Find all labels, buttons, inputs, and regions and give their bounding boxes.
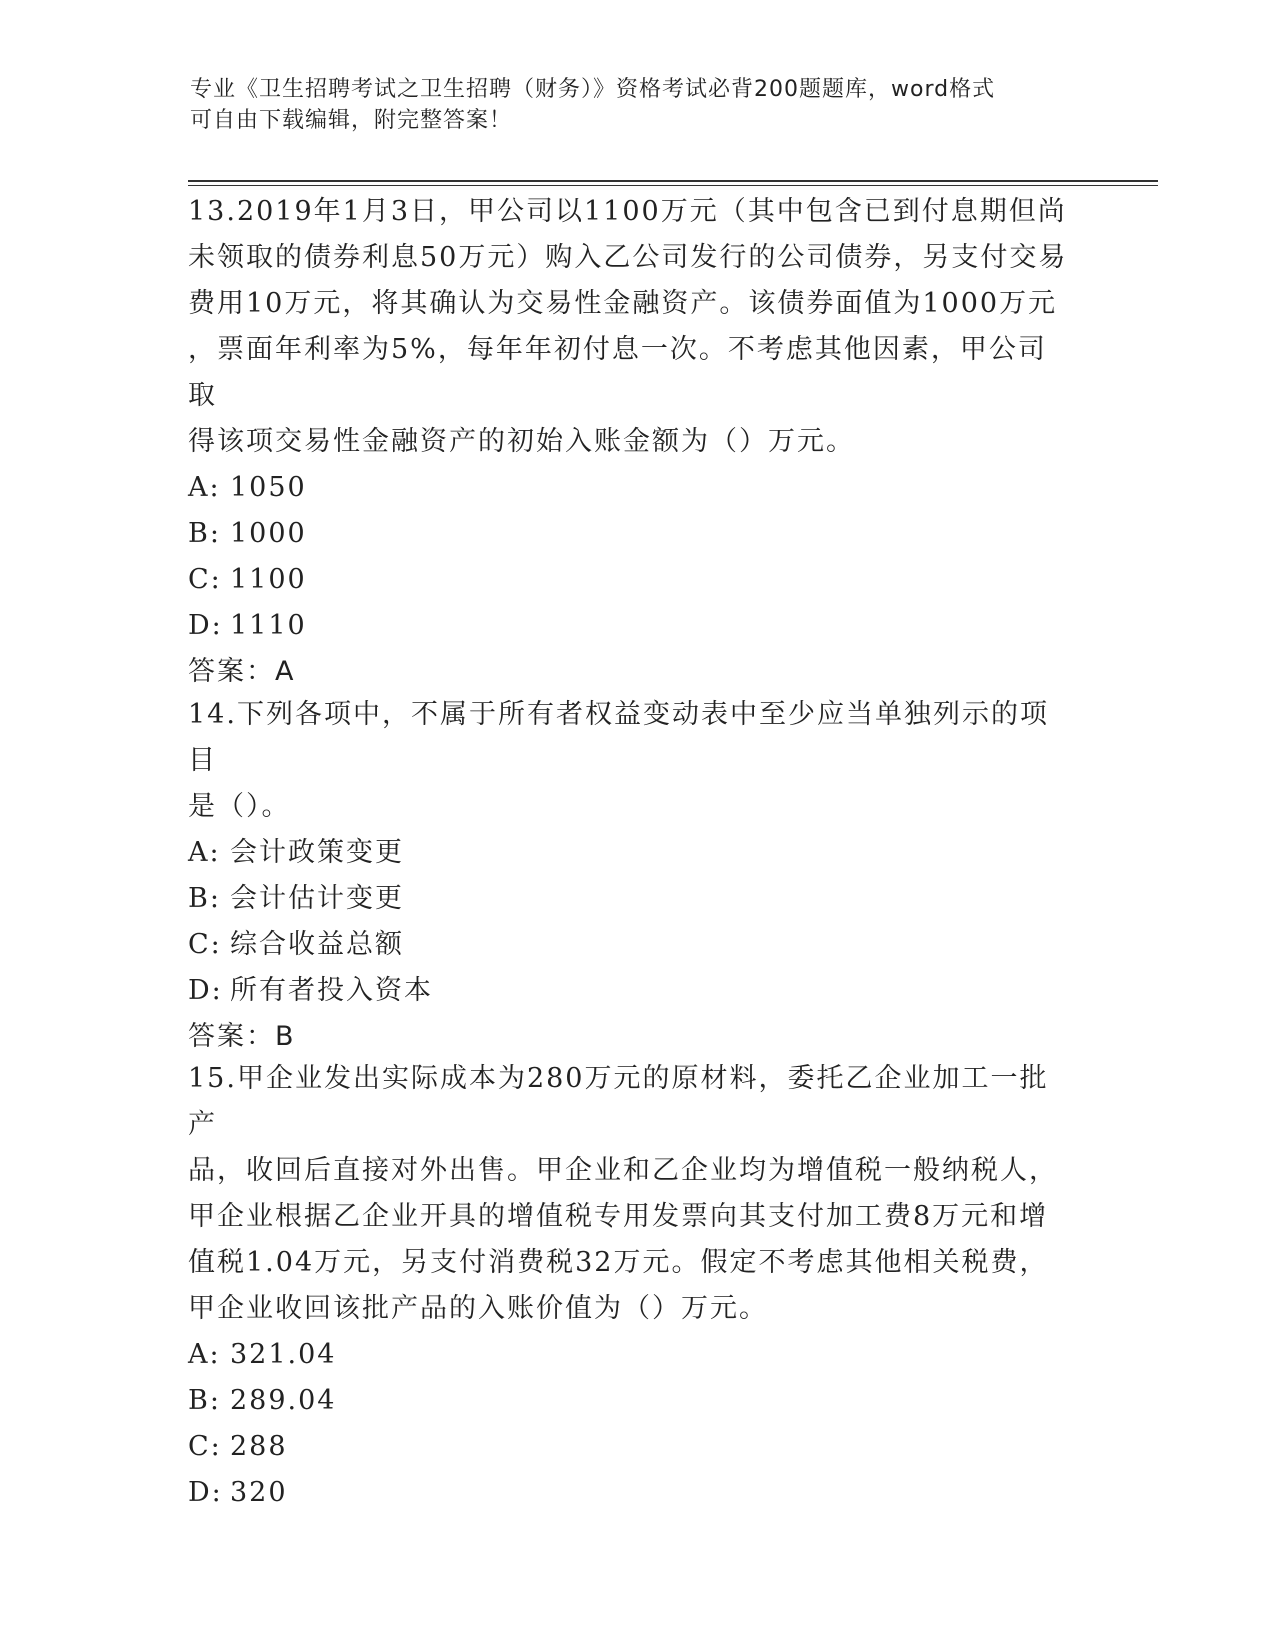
option-c <box>188 922 1068 968</box>
option-label: D: <box>188 975 223 1006</box>
option-label: C: <box>188 929 222 960</box>
question-text-line: 费用10万元，将其确认为交易性金融资产。该债券面值为1000万元 <box>188 288 1058 319</box>
option-c <box>188 1424 1068 1470</box>
option-b <box>188 876 1068 922</box>
question-text-line: 14.下列各项中，不属于所有者权益变动表中至少应当单独列示的项目 <box>188 699 1049 776</box>
question-text-line: ，票面年利率为5%，每年年初付息一次。不考虑其他因素，甲公司取 <box>188 334 1047 411</box>
option-label: C: <box>188 564 222 595</box>
option-text: 1000 <box>230 518 307 549</box>
question-text-line: 13.2019年1月3日，甲公司以1100万元（其中包含已到付息期但尚 <box>188 196 1067 227</box>
option-text: 1050 <box>230 472 307 503</box>
option-b <box>188 1378 1068 1424</box>
option-text: 320 <box>230 1477 288 1508</box>
question-text-line: 甲企业收回该批产品的入账价值为（）万元。 <box>188 1293 768 1324</box>
answer-line <box>188 1014 1068 1060</box>
option-label: C: <box>188 1431 222 1462</box>
header-divider-thick <box>188 180 1158 182</box>
document-header <box>190 74 1070 136</box>
option-b <box>188 511 1068 557</box>
option-text: 1100 <box>230 564 307 595</box>
question-text-line: 值税1.04万元，另支付消费税32万元。假定不考虑其他相关税费， <box>188 1247 1049 1278</box>
option-text: 288 <box>230 1431 288 1462</box>
question-text-line: 得该项交易性金融资产的初始入账金额为（）万元。 <box>188 426 855 457</box>
option-a <box>188 465 1068 511</box>
option-text: 会计政策变更 <box>230 837 404 868</box>
answer-prefix: 答案： <box>188 1021 275 1052</box>
option-label: B: <box>188 1385 221 1416</box>
header-line-2: 可自由下载编辑，附完整答案！ <box>190 108 513 133</box>
header-line-1: 专业《卫生招聘考试之卫生招聘（财务）》资格考试必背200题题库，word格式 <box>190 77 996 102</box>
answer-value: A <box>275 656 296 687</box>
option-label: D: <box>188 610 223 641</box>
option-label: A: <box>188 837 221 868</box>
option-a <box>188 1332 1068 1378</box>
question-text-line: 甲企业根据乙企业开具的增值税专用发票向其支付加工费8万元和增 <box>188 1201 1049 1232</box>
question-text-line: 是（）。 <box>188 791 291 822</box>
option-label: D: <box>188 1477 223 1508</box>
question-15 <box>188 1056 1068 1516</box>
option-text: 所有者投入资本 <box>230 975 433 1006</box>
question-14 <box>188 692 1068 1060</box>
question-text-line: 未领取的债券利息50万元）购入乙公司发行的公司债券，另支付交易 <box>188 242 1068 273</box>
option-label: A: <box>188 1339 221 1370</box>
option-d <box>188 603 1068 649</box>
option-text: 综合收益总额 <box>230 929 404 960</box>
option-d <box>188 968 1068 1014</box>
option-label: B: <box>188 518 221 549</box>
header-divider-thin <box>188 185 1158 186</box>
option-d <box>188 1470 1068 1516</box>
answer-value: B <box>275 1021 296 1052</box>
option-label: B: <box>188 883 221 914</box>
option-c <box>188 557 1068 603</box>
answer-prefix: 答案： <box>188 656 275 687</box>
option-label: A: <box>188 472 221 503</box>
option-text: 321.04 <box>230 1339 337 1370</box>
question-13 <box>188 189 1068 695</box>
question-text-line: 品，收回后直接对外出售。甲企业和乙企业均为增值税一般纳税人， <box>188 1155 1058 1186</box>
answer-line <box>188 649 1068 695</box>
option-text: 289.04 <box>230 1385 337 1416</box>
option-a <box>188 830 1068 876</box>
option-text: 1110 <box>230 610 307 641</box>
question-text-line: 15.甲企业发出实际成本为280万元的原材料，委托乙企业加工一批产 <box>188 1063 1049 1140</box>
option-text: 会计估计变更 <box>230 883 404 914</box>
